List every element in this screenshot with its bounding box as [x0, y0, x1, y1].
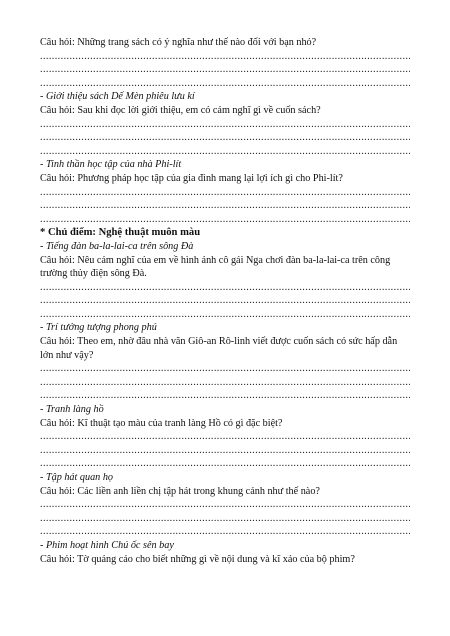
answer-line[interactable]: [40, 50, 410, 64]
answer-line[interactable]: [40, 525, 410, 539]
answer-line[interactable]: [40, 213, 410, 227]
answer-line[interactable]: [40, 281, 410, 295]
question-text: Câu hỏi: Những trang sách có ý nghĩa như thế nào đối với bạn nhỏ?: [40, 37, 317, 48]
answer-line[interactable]: [40, 444, 410, 458]
topic-heading: - Giới thiệu sách Dế Mèn phiêu lưu kí: [40, 91, 195, 103]
answer-line[interactable]: [40, 376, 410, 390]
question-text: Câu hỏi: Kĩ thuật tạo màu của tranh làng Hồ có gì đặc biệt?: [40, 417, 283, 429]
question-text: Câu hỏi: Tờ quảng cáo cho biết những gì về nội dung và kĩ xảo của bộ phim?: [40, 553, 355, 565]
topic-heading: - Tập hát quan họ: [40, 472, 114, 483]
question-text: Câu hỏi: Sau khi đọc lời giới thiệu, em có cảm nghĩ gì về cuốn sách?: [40, 104, 321, 116]
topic-heading: - Tiếng đàn ba-la-lai-ca trên sông Đà: [40, 240, 194, 252]
answer-line[interactable]: [40, 308, 410, 322]
theme-heading: * Chủ điểm: Nghệ thuật muôn màu: [40, 227, 201, 239]
topic-heading: - Phim hoạt hình Chú ốc sên bay: [40, 539, 174, 551]
question-text: Câu hỏi: Phương pháp học tập của gia đình mang lại lợi ích gì cho Phi-lít?: [40, 172, 343, 184]
answer-line[interactable]: [40, 430, 410, 444]
answer-line[interactable]: [40, 131, 410, 145]
answer-line[interactable]: [40, 294, 410, 308]
question-text: Câu hỏi: Nêu cảm nghĩ của em về hình ảnh cô gái Nga chơi đàn ba-la-lai-ca trên công trường thủy điện sông Đà.: [40, 254, 391, 280]
answer-line[interactable]: [40, 63, 410, 77]
answer-line[interactable]: [40, 457, 410, 471]
question-text: Câu hỏi: Các liền anh liền chị tập hát trong khung cảnh như thế nào?: [40, 485, 320, 497]
answer-line[interactable]: [40, 389, 410, 403]
answer-line[interactable]: [40, 145, 410, 159]
answer-line[interactable]: [40, 498, 410, 512]
answer-line[interactable]: [40, 118, 410, 132]
topic-heading: - Trí tưởng tượng phong phú: [40, 322, 157, 334]
answer-line[interactable]: [40, 199, 410, 213]
topic-heading: - Tinh thần học tập của nhà Phi-lít: [40, 159, 182, 171]
answer-line[interactable]: [40, 77, 410, 91]
answer-line[interactable]: [40, 512, 410, 526]
answer-line[interactable]: [40, 186, 410, 200]
answer-line[interactable]: [40, 362, 410, 376]
worksheet-page: [40, 36, 410, 566]
topic-heading: - Tranh làng hồ: [40, 404, 104, 416]
question-text: Câu hỏi: Theo em, nhờ đâu nhà văn Giô-an Rô-linh viết được cuốn sách có sức hấp dẫn lớn như vậy?: [40, 336, 398, 361]
